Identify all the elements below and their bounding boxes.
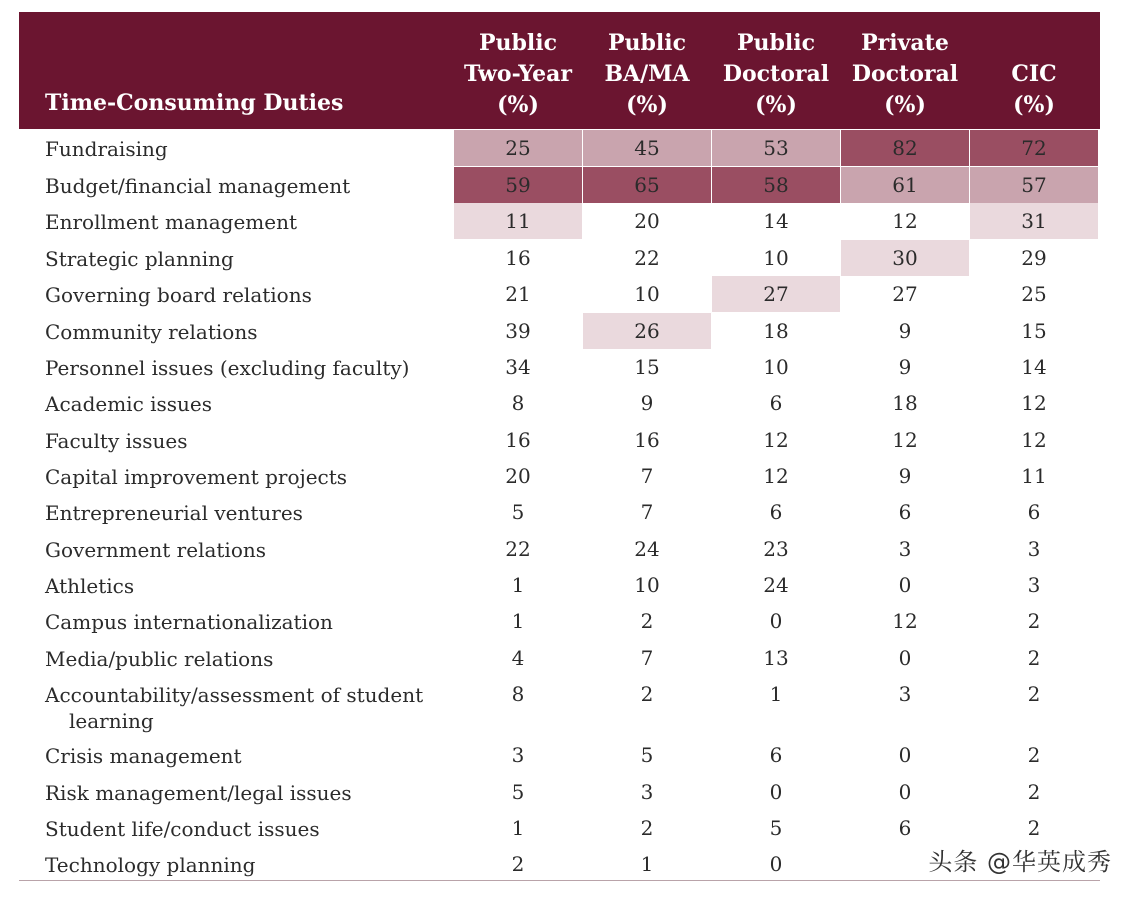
table-row	[19, 737, 1100, 773]
table-cell: 6	[1027, 500, 1041, 524]
header-col-private-doctoral	[841, 28, 969, 121]
table-cell: 2	[640, 609, 654, 633]
table-cell: 27	[892, 282, 918, 306]
row-label	[45, 743, 242, 769]
table-cell: 12	[892, 428, 918, 452]
table-cell: 14	[1021, 355, 1047, 379]
table-cell: 2	[640, 816, 654, 840]
table-cell: 2	[1027, 609, 1041, 633]
header-line: Private	[861, 30, 949, 56]
table-cell: 7	[640, 646, 654, 670]
table-header	[19, 12, 1100, 129]
row-label-line: Athletics	[45, 574, 135, 598]
table-cell: 72	[970, 130, 1098, 166]
table-cell: 61	[841, 167, 969, 203]
table-cell: 9	[898, 355, 912, 379]
header-line: Doctoral	[722, 61, 830, 87]
row-label-line: Strategic planning	[45, 247, 234, 271]
table-cell: 9	[898, 464, 912, 488]
row-label-line: Media/public relations	[45, 647, 274, 671]
table-cell: 82	[841, 130, 969, 166]
header-line: Doctoral	[851, 61, 959, 87]
table-row	[19, 313, 1100, 349]
table-row	[19, 531, 1100, 567]
table-cell: 22	[505, 537, 531, 561]
table-row	[19, 640, 1100, 676]
table-cell: 3	[1027, 573, 1041, 597]
row-label	[45, 282, 312, 308]
table-cell: 2	[1027, 816, 1041, 840]
row-label-line: Campus internationalization	[45, 610, 333, 634]
table-cell: 11	[1021, 464, 1047, 488]
table-cell: 0	[898, 743, 912, 767]
table-cell: 20	[505, 464, 531, 488]
table-row	[19, 167, 1100, 203]
row-label	[45, 816, 320, 842]
table-cell: 6	[769, 500, 783, 524]
table-cell: 12	[1021, 428, 1047, 452]
table-cell: 26	[583, 313, 711, 349]
header-line: (%)	[497, 92, 539, 118]
table-cell: 3	[898, 537, 912, 561]
row-label	[45, 537, 266, 563]
table-cell: 29	[1021, 246, 1047, 270]
table-cell: 31	[970, 203, 1098, 239]
row-label	[45, 173, 350, 199]
table-cell: 1	[640, 852, 654, 876]
table-cell: 4	[511, 646, 525, 670]
table-cell: 34	[505, 355, 531, 379]
table-row	[19, 130, 1100, 166]
table-row	[19, 603, 1100, 639]
table-cell: 0	[769, 780, 783, 804]
header-line: (%)	[1013, 92, 1055, 118]
table-cell: 6	[898, 500, 912, 524]
row-label	[45, 852, 256, 878]
table-cell: 30	[841, 240, 969, 276]
row-label-line: Government relations	[45, 538, 267, 562]
header-duties: Time-Consuming Duties	[45, 90, 344, 116]
table-cell: 24	[763, 573, 789, 597]
table-cell: 57	[970, 167, 1098, 203]
row-label	[45, 573, 134, 599]
table-cell: 6	[769, 391, 783, 415]
table-row	[19, 458, 1100, 494]
row-label	[45, 391, 212, 417]
row-label	[45, 355, 409, 381]
row-label-line: Crisis management	[45, 744, 242, 768]
table-row	[19, 203, 1100, 239]
row-label-line: Risk management/legal issues	[45, 781, 352, 805]
table-row	[19, 349, 1100, 385]
table-cell: 10	[634, 573, 660, 597]
table-cell: 25	[454, 130, 582, 166]
row-label	[45, 246, 234, 272]
table-cell: 27	[712, 276, 840, 312]
table-cell: 3	[1027, 537, 1041, 561]
row-label-line: Capital improvement projects	[45, 465, 348, 489]
table-cell: 7	[640, 500, 654, 524]
table-cell: 5	[511, 780, 525, 804]
table-cell: 3	[640, 780, 654, 804]
table-cell: 24	[634, 537, 660, 561]
table-cell: 15	[634, 355, 660, 379]
table-row	[19, 810, 1100, 846]
row-label-line: Entrepreneurial ventures	[45, 501, 303, 525]
watermark: 头条 @华英成秀	[928, 848, 1112, 876]
table-row	[19, 676, 1100, 736]
header-line: BA/MA	[604, 61, 690, 87]
table-cell: 15	[1021, 319, 1047, 343]
row-label-line: Student life/conduct issues	[45, 817, 320, 841]
table-row	[19, 276, 1100, 312]
table-cell: 0	[898, 780, 912, 804]
table-cell: 5	[769, 816, 783, 840]
row-label-line: Academic issues	[45, 392, 213, 416]
row-label	[45, 428, 188, 454]
row-label	[45, 136, 168, 162]
table-cell: 14	[763, 209, 789, 233]
table-cell: 2	[1027, 682, 1041, 706]
table-cell: 2	[1027, 646, 1041, 670]
table-cell: 22	[634, 246, 660, 270]
header-line: Public	[736, 30, 816, 56]
table-cell: 18	[763, 319, 789, 343]
header-line: Public	[607, 30, 687, 56]
row-label-line: Accountability/assessment of student	[45, 683, 424, 707]
table-cell: 9	[898, 319, 912, 343]
table-cell: 21	[505, 282, 531, 306]
table-cell: 10	[763, 246, 789, 270]
row-label-line: Community relations	[45, 320, 258, 344]
header-line: Public	[478, 30, 558, 56]
table-cell: 6	[898, 816, 912, 840]
table-cell: 59	[454, 167, 582, 203]
table-cell: 23	[763, 537, 789, 561]
header-col-public-two-year	[454, 28, 582, 121]
table-row	[19, 494, 1100, 530]
header-line: (%)	[884, 92, 926, 118]
table-cell: 0	[769, 852, 783, 876]
table-cell: 39	[505, 319, 531, 343]
table-row	[19, 774, 1100, 810]
table-cell: 12	[763, 428, 789, 452]
table-cell: 8	[511, 682, 525, 706]
table-cell: 16	[634, 428, 660, 452]
header-col-public-doctoral	[712, 28, 840, 121]
table-cell: 1	[511, 573, 525, 597]
row-label-line: Personnel issues (excluding faculty)	[45, 356, 410, 380]
table-cell: 25	[1021, 282, 1047, 306]
table-cell: 20	[634, 209, 660, 233]
table-cell: 1	[511, 816, 525, 840]
table-cell: 0	[769, 609, 783, 633]
row-label	[45, 500, 303, 526]
row-label	[45, 780, 352, 806]
table-cell: 6	[769, 743, 783, 767]
header-line: (%)	[626, 92, 668, 118]
table-row	[19, 422, 1100, 458]
row-label-line: Enrollment management	[45, 210, 298, 234]
table-cell: 5	[640, 743, 654, 767]
table-cell: 2	[511, 852, 525, 876]
table-cell: 12	[1021, 391, 1047, 415]
table-cell: 53	[712, 130, 840, 166]
table-cell: 1	[769, 682, 783, 706]
table-cell: 10	[634, 282, 660, 306]
header-line: CIC	[1011, 61, 1057, 87]
header-line: (%)	[755, 92, 797, 118]
table-cell: 10	[763, 355, 789, 379]
row-label	[45, 464, 347, 490]
table-cell: 1	[511, 609, 525, 633]
table-cell: 2	[640, 682, 654, 706]
row-label-line: learning	[69, 709, 154, 733]
row-label-line: Faculty issues	[45, 429, 188, 453]
table-cell: 18	[892, 391, 918, 415]
header-col-public-ba-ma	[583, 28, 711, 121]
row-label-line: Budget/financial management	[45, 174, 351, 198]
table-cell: 8	[511, 391, 525, 415]
table-cell: 45	[583, 130, 711, 166]
row-label-line: Technology planning	[45, 853, 256, 877]
table-cell: 11	[454, 203, 582, 239]
row-label	[45, 319, 257, 345]
table-cell: 12	[763, 464, 789, 488]
table-cell: 65	[583, 167, 711, 203]
table-cell: 16	[505, 428, 531, 452]
row-label-line: Governing board relations	[45, 283, 312, 307]
table-cell: 2	[1027, 743, 1041, 767]
table-cell: 0	[898, 646, 912, 670]
table-cell: 58	[712, 167, 840, 203]
table-row	[19, 567, 1100, 603]
row-label	[45, 646, 273, 672]
table-cell: 5	[511, 500, 525, 524]
row-label	[45, 682, 423, 734]
table-cell: 2	[1027, 780, 1041, 804]
table-cell: 7	[640, 464, 654, 488]
table-cell: 13	[763, 646, 789, 670]
header-line: Two-Year	[464, 61, 572, 87]
table-cell: 9	[640, 391, 654, 415]
table-cell: 3	[898, 682, 912, 706]
table-cell: 16	[505, 246, 531, 270]
table-cell: 0	[898, 573, 912, 597]
table-cell: 3	[511, 743, 525, 767]
table-bottom-rule	[19, 880, 1100, 881]
table-row	[19, 385, 1100, 421]
table-row	[19, 240, 1100, 276]
table-cell: 12	[892, 609, 918, 633]
header-col-cic	[970, 59, 1098, 121]
table-cell: 12	[892, 209, 918, 233]
row-label	[45, 609, 333, 635]
row-label	[45, 209, 297, 235]
row-label-line: Fundraising	[45, 137, 168, 161]
